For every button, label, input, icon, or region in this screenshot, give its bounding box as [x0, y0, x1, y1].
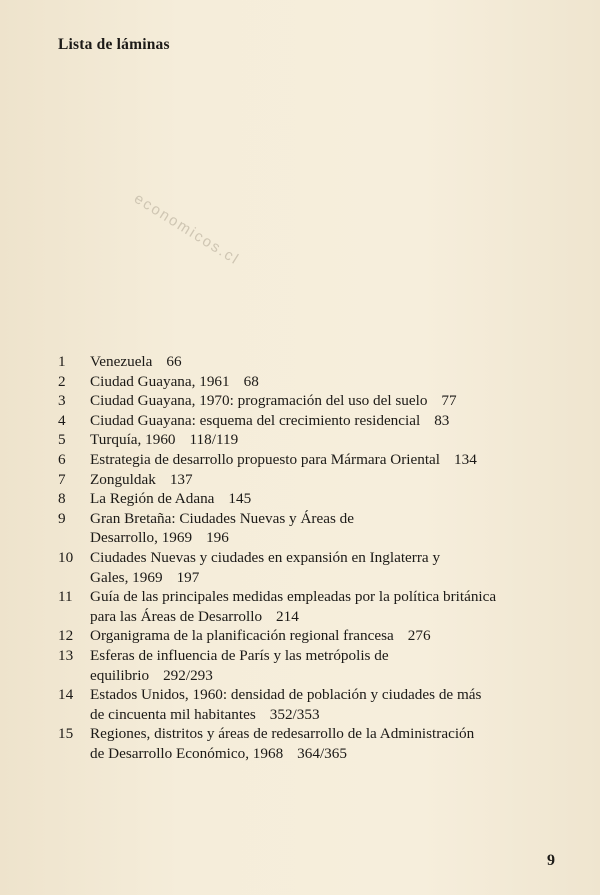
entry-title-line: Venezuela [90, 353, 153, 370]
entry-page: 196 [206, 529, 229, 547]
entry-title-line: para las Áreas de Desarrollo [90, 607, 263, 625]
entry-title-line: Estados Unidos, 1960: densidad de población y ciudades de más [90, 686, 482, 704]
entry-title-line: equilibrio [90, 666, 150, 684]
entry-page: 276 [407, 627, 431, 645]
entry-title-line: Ciudades Nuevas y ciudades en expansión en Inglaterra y [90, 548, 441, 566]
list-entry [58, 587, 568, 626]
entry-title [90, 430, 568, 450]
list-entry [58, 372, 568, 392]
entry-page: 134 [454, 450, 477, 468]
entry-number: 14 [58, 686, 74, 704]
entry-page: 364/365 [297, 744, 347, 762]
entry-title [90, 391, 568, 411]
list-entry [58, 626, 568, 646]
entry-title-line: Ciudad Guayana, 1970: programación del uso del suelo [90, 392, 428, 410]
list-entry [58, 685, 568, 724]
entry-title-line: Turquía, 1960 [90, 431, 176, 449]
entry-title [90, 372, 568, 392]
entry-number: 6 [58, 450, 66, 468]
list-entry [58, 430, 568, 450]
entry-page: 292/293 [163, 666, 213, 684]
entry-number: 13 [58, 646, 74, 664]
entry-title-line: Regiones, distritos y áreas de redesarrollo de la Administración [90, 725, 475, 743]
page-heading: Lista de láminas [58, 36, 170, 53]
entry-page: 66 [166, 353, 182, 370]
entry-title-line: Gran Bretaña: Ciudades Nuevas y Áreas de [90, 509, 355, 527]
list-entry [58, 724, 568, 763]
entry-title-line: Estrategia de desarrollo propuesto para Mármara Oriental [90, 450, 441, 468]
entry-number: 3 [58, 392, 66, 410]
entry-title-line: La Región de Adana [90, 490, 215, 508]
entry-title [90, 470, 568, 490]
entry-page: 77 [441, 392, 457, 410]
entry-title [90, 450, 568, 470]
entry-page: 83 [434, 411, 450, 429]
page-number: 9 [547, 852, 555, 869]
entry-number: 5 [58, 431, 66, 449]
list-entry [58, 509, 568, 548]
entry-page: 137 [169, 470, 193, 488]
entry-title [90, 626, 568, 646]
entry-page: 197 [176, 568, 200, 586]
list-entry [58, 489, 568, 509]
list-entry [58, 450, 568, 470]
entry-title-line: Desarrollo, 1969 [90, 529, 193, 547]
entry-page: 352/353 [269, 705, 320, 723]
list-entry [58, 411, 568, 431]
entry-number: 4 [58, 411, 66, 429]
entry-title [90, 489, 568, 509]
entry-title-line: de Desarrollo Económico, 1968 [90, 744, 284, 762]
entry-number: 15 [58, 725, 74, 743]
entry-page: 68 [243, 372, 259, 390]
entry-title-line: Ciudad Guayana, 1961 [90, 372, 230, 390]
entry-title [90, 646, 568, 685]
entry-title [90, 411, 568, 431]
entry-number: 2 [58, 372, 66, 390]
entry-number: 8 [58, 490, 66, 508]
entry-title [90, 352, 568, 372]
entry-title-line: Ciudad Guayana: esquema del crecimiento residencial [90, 411, 421, 429]
entry-number: 1 [58, 353, 66, 370]
entry-title [90, 548, 568, 587]
entry-title-line: de cincuenta mil habitantes [90, 705, 256, 723]
entry-page: 145 [228, 490, 252, 508]
list-entry [58, 391, 568, 411]
list-entry [58, 646, 568, 685]
entry-title-line: Guía de las principales medidas empleadas por la política británica [90, 588, 497, 606]
list-entry [58, 470, 568, 490]
entry-page: 118/119 [189, 431, 239, 449]
list-entry [58, 352, 568, 372]
entry-title-line: Esferas de influencia de París y las metrópolis de [90, 646, 389, 664]
entry-page: 214 [276, 607, 299, 625]
plate-list [58, 352, 568, 763]
list-entry [58, 548, 568, 587]
entry-number: 10 [58, 548, 74, 566]
watermark: economicos.cl [130, 190, 243, 269]
entry-number: 12 [58, 627, 74, 645]
entry-number: 7 [58, 470, 66, 488]
entry-number: 11 [58, 588, 73, 606]
entry-number: 9 [58, 509, 66, 527]
entry-title [90, 724, 568, 763]
entry-title-line: Zonguldak [90, 470, 156, 488]
entry-title [90, 509, 568, 548]
entry-title [90, 587, 568, 626]
entry-title-line: Organigrama de la planificación regional francesa [90, 627, 394, 645]
entry-title [90, 685, 568, 724]
entry-title-line: Gales, 1969 [90, 568, 163, 586]
